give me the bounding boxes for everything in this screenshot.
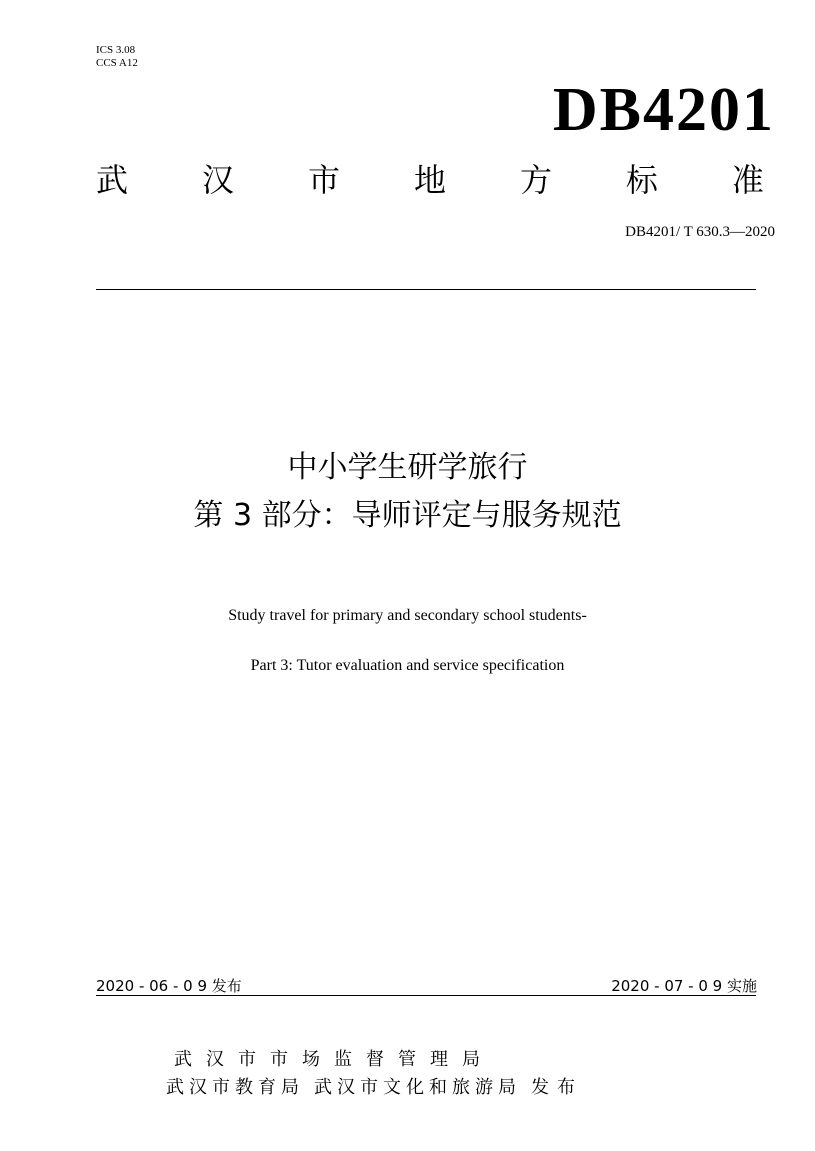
publisher-education-bureau: 武汉市教育局 <box>166 1077 304 1098</box>
publisher-line2 <box>166 1074 583 1102</box>
standard-code: DB4201 <box>552 76 775 144</box>
issue-date: 2020 - 06 - 0 9 发布 <box>96 977 242 995</box>
local-standard-char: 市 <box>307 161 340 199</box>
ics-code: ICS 3.08 <box>96 44 136 56</box>
english-title-line2: Part 3: Tutor evaluation and service specification <box>250 657 565 674</box>
implementation-date: 2020 - 07 - 0 9 实施 <box>611 977 757 995</box>
document-number: DB4201/ T 630.3—2020 <box>625 224 775 240</box>
publisher-line1: 武汉市市场监督管理局 <box>174 1049 494 1070</box>
publisher-culture-tourism-bureau: 武汉市文化和旅游局 <box>314 1077 521 1098</box>
header-divider <box>96 289 756 290</box>
classification-codes <box>96 44 138 70</box>
local-standard-char: 地 <box>413 161 446 199</box>
chinese-title-line2: 第 3 部分：导师评定与服务规范 <box>193 498 622 533</box>
chinese-title <box>0 444 815 540</box>
english-title-line1: Study travel for primary and secondary school students- <box>228 607 587 624</box>
local-standard-char: 准 <box>731 161 764 199</box>
chinese-title-line1: 中小学生研学旅行 <box>287 450 528 485</box>
english-title <box>0 606 815 676</box>
local-standard-heading <box>96 160 764 200</box>
footer-divider <box>96 995 756 996</box>
publish-label: 发布 <box>531 1077 583 1098</box>
local-standard-char: 方 <box>519 161 552 199</box>
local-standard-char: 标 <box>625 161 658 199</box>
ccs-code: CCS A12 <box>96 57 138 69</box>
local-standard-char: 汉 <box>201 161 234 199</box>
local-standard-char: 武 <box>96 161 129 199</box>
